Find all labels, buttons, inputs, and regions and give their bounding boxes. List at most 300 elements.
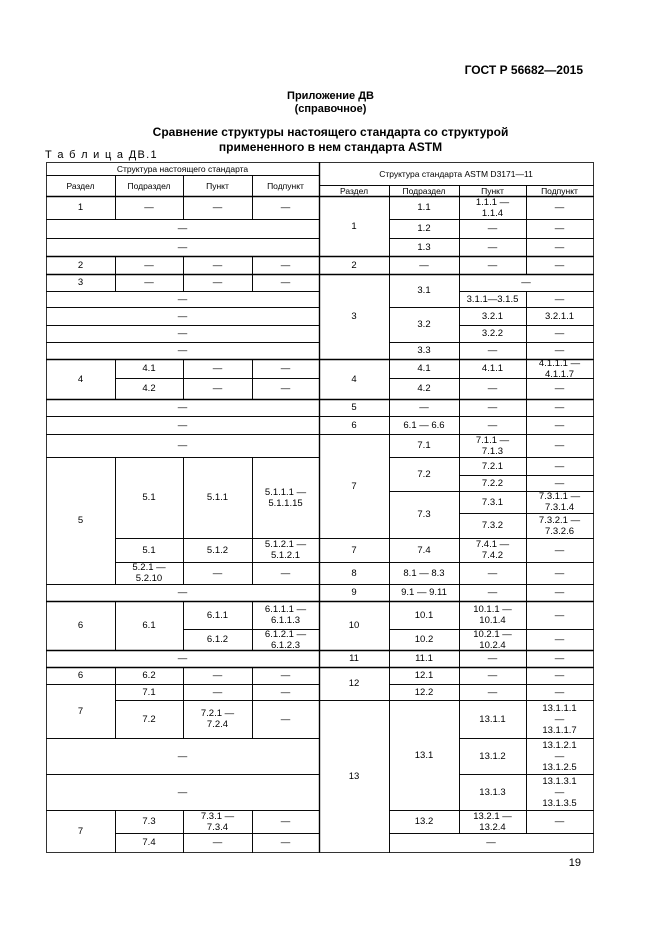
cell-border [527, 357, 594, 380]
cell-border [320, 163, 594, 186]
table-cell: — [280, 816, 291, 827]
cell-border [47, 257, 116, 275]
cell-border [527, 585, 594, 602]
group-header-left: Структура настоящего стандарта [116, 163, 249, 174]
page-title-line-2: примененного в нем стандарта ASTM [218, 140, 443, 154]
table-cell: — [144, 277, 154, 288]
table-cell: — [177, 310, 188, 322]
cell-border [460, 458, 527, 476]
table-cell: — [487, 567, 498, 579]
cell-border [184, 176, 253, 197]
table-cell: — [554, 293, 565, 305]
table-cell: — [486, 837, 496, 848]
table-cell: 13.1.2 [479, 750, 506, 762]
cell-border [460, 275, 594, 292]
table-cell: 6.1 [142, 620, 156, 631]
cell-border [527, 563, 594, 585]
table-cell: 3.1.1—3.1.5 [466, 293, 519, 305]
table-cell: 4.2 [417, 383, 431, 394]
table-cell: — [554, 402, 565, 413]
table-cell: 5.1 [142, 544, 156, 556]
cell-border [390, 239, 460, 257]
table-cell: 7.1.1 — 7.1.3 [475, 434, 510, 457]
cell-border [184, 275, 253, 292]
cell-border [47, 176, 116, 197]
column-header: Подраздел [127, 180, 171, 191]
table-cell: 4.1 [142, 363, 156, 374]
table-cell: — [212, 686, 223, 698]
cell-border [320, 539, 390, 563]
table-cell: — [212, 567, 223, 579]
cell-border [253, 668, 320, 685]
table-cell: — [280, 837, 291, 848]
cell-border [184, 379, 253, 400]
table-cell: 3.3 [417, 345, 431, 356]
table-cell: — [487, 670, 498, 681]
table-cell: 5.1.2.1 — 5.1.2.1 [264, 539, 307, 561]
cell-border [527, 739, 594, 775]
table-cell: — [554, 634, 565, 645]
document-id: ГОСТ Р 56682—2015 [464, 63, 583, 77]
cell-border [460, 602, 527, 630]
cell-border [460, 197, 527, 220]
table-cell: 2 [77, 259, 84, 271]
cell-border [116, 834, 184, 853]
table-cell: 4.1.1.1 — 4.1.1.7 [538, 357, 581, 380]
cell-border [253, 834, 320, 853]
cell-border [527, 539, 594, 563]
cell-border [390, 668, 460, 685]
table-cell: — [177, 653, 188, 664]
cell-border [460, 539, 527, 563]
column-header: Подраздел [402, 185, 446, 196]
table-cell: 7.1 [142, 686, 156, 698]
cell-border [527, 668, 594, 685]
column-header: Пункт [481, 185, 504, 196]
cell-border [47, 220, 320, 239]
table-cell: 7.3 [142, 816, 156, 827]
cell-border [527, 400, 594, 417]
cell-border [460, 514, 527, 539]
table-cell: 4 [351, 373, 357, 385]
cell-border [390, 585, 460, 602]
table-cell: — [554, 241, 565, 253]
table-cell: — [177, 223, 188, 234]
cell-border [527, 514, 594, 539]
cell-border [253, 701, 320, 739]
cell-border [460, 585, 527, 602]
table-cell: — [177, 402, 188, 413]
table-cell: 12.2 [414, 686, 434, 698]
table-cell: 13.1.1.1 — 13.1.1.7 [542, 702, 577, 736]
cell-border [460, 811, 527, 834]
table-cell: 7.3.1.1 — 7.3.1.4 [538, 491, 581, 513]
table-cell: 6 [351, 419, 357, 431]
cell-border [460, 343, 527, 360]
cell-border [253, 630, 320, 651]
table-cell: 7 [351, 480, 357, 492]
table-cell: — [521, 277, 531, 288]
cell-border [47, 275, 116, 292]
page-number: 19 [568, 857, 581, 869]
table-cell: 1.1 [417, 202, 431, 213]
table-cell: 6.1.2.1 — 6.1.2.3 [264, 628, 307, 651]
cell-border [253, 197, 320, 220]
cell-border [390, 630, 460, 651]
table-cell: 13.2 [414, 816, 434, 827]
table-cell: 13.2.1 — 13.2.4 [473, 810, 512, 833]
cell-border [47, 360, 116, 400]
table-cell: — [487, 241, 498, 253]
cell-border [47, 739, 320, 775]
cell-border [390, 308, 460, 343]
cell-border [116, 563, 184, 585]
table-cell: 13.1.3 [479, 786, 506, 798]
table-cell: 1.3 [417, 241, 431, 253]
table-cell: — [280, 713, 291, 725]
table-cell: 7.4 [142, 837, 156, 848]
table-cell: — [212, 363, 223, 374]
table-cell: — [280, 363, 291, 374]
cell-border [460, 417, 527, 435]
cell-border [116, 539, 184, 563]
table-cell: 7.4.1 — 7.4.2 [475, 539, 510, 561]
table-cell: — [280, 202, 291, 213]
table-cell: — [280, 383, 291, 394]
cell-border [116, 458, 184, 539]
table-cell: — [144, 259, 154, 271]
cell-border [460, 239, 527, 257]
appendix-title: Приложение ДВ [287, 90, 374, 102]
table-cell: 1 [77, 202, 84, 213]
cell-border [390, 492, 460, 539]
cell-border [527, 435, 594, 458]
cell-border [390, 701, 460, 811]
table-cell: 6.1.2 [206, 634, 229, 645]
cell-border [116, 197, 184, 220]
table-cell: — [554, 587, 565, 598]
cell-border [184, 701, 253, 739]
cell-border [527, 630, 594, 651]
cell-border [116, 602, 184, 651]
table-cell: 5 [77, 515, 84, 526]
table-cell: 2 [351, 259, 357, 271]
column-header: Пункт [206, 180, 229, 191]
cell-border [390, 417, 460, 435]
table-cell: 5.1.1.1 — 5.1.1.15 [264, 486, 307, 509]
cell-border [460, 257, 527, 275]
cell-border [47, 458, 116, 585]
cell-border [253, 811, 320, 834]
cell-border [47, 651, 320, 668]
table-cell: — [212, 259, 223, 271]
cell-border [184, 458, 253, 539]
cell-border [390, 811, 460, 834]
table-cell: — [554, 686, 565, 698]
cell-border [253, 275, 320, 292]
cell-border [527, 458, 594, 476]
table-cell: 6.1.1 [206, 609, 229, 621]
cell-border [47, 417, 320, 435]
cell-border [390, 435, 460, 458]
cell-border [47, 585, 320, 602]
table-cell: 7.4 [417, 544, 431, 556]
table-cell: 8.1 — 8.3 [403, 567, 445, 579]
cell-border [116, 360, 184, 379]
cell-border [47, 668, 116, 685]
cell-border [320, 563, 390, 585]
cell-border [253, 379, 320, 400]
table-cell: 13.1.3.1 — 13.1.3.5 [542, 775, 577, 809]
table-cell: — [554, 419, 565, 431]
table-cell: 4.1.1 [481, 363, 504, 374]
table-cell: 7.3.2 [481, 520, 504, 531]
cell-border [460, 668, 527, 685]
cell-border [527, 326, 594, 343]
cell-border [184, 360, 253, 379]
cell-border [390, 379, 460, 400]
cell-border [253, 539, 320, 563]
table-cell: 6 [77, 620, 84, 631]
table-cell: — [487, 383, 498, 394]
table-cell: 10.1 [414, 609, 434, 621]
cell-border [460, 492, 527, 514]
table-cell: 5.1.2 [206, 544, 229, 556]
table-cell: — [212, 383, 223, 394]
table-cell: — [487, 587, 498, 598]
table-cell: 7.2.2 [481, 477, 504, 489]
cell-border [116, 701, 184, 739]
cell-border [184, 685, 253, 701]
cell-border [253, 458, 320, 539]
table-cell: — [280, 670, 291, 681]
cell-border [527, 308, 594, 326]
table-cell: — [554, 345, 565, 356]
cell-border [527, 651, 594, 668]
cell-border [460, 775, 527, 811]
cell-border [116, 176, 184, 197]
cell-border [390, 186, 460, 197]
cell-border [527, 343, 594, 360]
table-cell: — [280, 277, 291, 288]
cell-border [47, 239, 320, 257]
column-header: Подпункт [267, 180, 304, 191]
cell-border [460, 308, 527, 326]
table-cell: — [177, 293, 188, 305]
cell-border [390, 685, 460, 701]
table-cell: — [487, 686, 498, 698]
cell-border [460, 220, 527, 239]
table-cell: 3.2.1 [481, 310, 504, 322]
cell-border [116, 379, 184, 400]
cell-border [527, 492, 594, 514]
cell-border [460, 292, 527, 308]
table-cell: — [177, 440, 188, 451]
table-cell: 7.2.1 — 7.2.4 [200, 708, 235, 730]
cell-border [390, 834, 594, 853]
table-cell: 5.1.1 [206, 492, 229, 503]
cell-border [527, 239, 594, 257]
table-cell: — [177, 419, 188, 431]
table-cell: 1 [351, 220, 357, 232]
cell-border [527, 257, 594, 275]
table-cell: — [487, 259, 498, 271]
cell-border [320, 257, 390, 275]
cell-border [47, 197, 116, 220]
table-cell: — [212, 837, 223, 848]
table-cell: 7.2 [417, 468, 431, 480]
cell-border [320, 602, 390, 651]
cell-border [116, 275, 184, 292]
cell-border [527, 417, 594, 435]
table-cell: 7.2.1 [481, 460, 504, 472]
table-cell: 7.3.2.1 — 7.3.2.6 [538, 514, 581, 537]
cell-border [390, 220, 460, 239]
table-cell: 7.1 [417, 440, 431, 451]
table-cell: — [177, 750, 188, 762]
table-cell: — [177, 328, 188, 339]
cell-border [47, 308, 320, 326]
table-cell: 13.1.1 [479, 713, 506, 725]
cell-border [47, 400, 320, 417]
table-cell: — [177, 241, 188, 253]
table-cell: 5.2.1 — 5.2.10 [132, 562, 166, 584]
cell-border [184, 630, 253, 651]
cell-border [320, 701, 390, 853]
cell-border [47, 602, 116, 651]
cell-border [527, 701, 594, 739]
table-cell: 7.3.1 [481, 496, 504, 508]
appendix-note: (справочное) [294, 103, 367, 115]
cell-border [527, 379, 594, 400]
cell-border [184, 197, 253, 220]
cell-border [184, 811, 253, 834]
cell-border [390, 458, 460, 492]
cell-border [390, 343, 460, 360]
table-cell: 5.1 [142, 492, 156, 503]
table-cell: 1.1.1 — 1.1.4 [475, 196, 510, 219]
table-cell: — [487, 402, 498, 413]
table-cell: — [212, 202, 223, 213]
cell-border [527, 292, 594, 308]
table-cell: 12.1 [414, 670, 434, 681]
cell-border [320, 417, 390, 435]
cell-border [460, 701, 527, 739]
table-caption: Т а б л и ц а ДВ.1 [45, 149, 158, 161]
cell-border [116, 685, 184, 701]
table-cell: 3.2 [417, 319, 431, 330]
column-header: Раздел [66, 180, 95, 191]
table-cell: — [554, 653, 565, 664]
cell-border [184, 563, 253, 585]
cell-border [116, 811, 184, 834]
table-cell: — [554, 670, 565, 681]
table-cell: — [212, 277, 223, 288]
table-cell: 11 [349, 653, 359, 664]
cell-border [320, 186, 390, 197]
cell-border [253, 602, 320, 630]
cell-border [47, 326, 320, 343]
cell-border [253, 563, 320, 585]
cell-border [253, 176, 320, 197]
cell-border [253, 257, 320, 275]
cell-border [184, 834, 253, 853]
table-cell: — [419, 259, 429, 271]
table-cell: 10.2 [414, 634, 434, 645]
table-cell: 3 [77, 277, 84, 288]
table-cell: 5 [351, 402, 357, 413]
table-cell: 3.2.2 [481, 328, 504, 339]
page-title-line-1: Сравнение структуры настоящего стандарта со структурой [152, 125, 509, 139]
cell-border [116, 668, 184, 685]
cell-border [460, 435, 527, 458]
cell-border [47, 775, 320, 811]
table-cell: — [280, 567, 291, 579]
cell-border [460, 360, 527, 379]
table-cell: 10.1.1 — 10.1.4 [473, 604, 512, 626]
table-cell: 3 [351, 311, 357, 322]
cell-border [527, 476, 594, 492]
table-cell: 6.1.1.1 — 6.1.1.3 [264, 604, 307, 626]
table-cell: — [554, 440, 565, 451]
table-cell: — [554, 609, 565, 621]
table-cell: 13.1 [414, 749, 434, 761]
table-cell: — [554, 567, 565, 579]
cell-border [47, 292, 320, 308]
column-header: Раздел [339, 185, 369, 196]
cell-border [460, 186, 527, 197]
cell-border [527, 186, 594, 197]
cell-border [527, 685, 594, 701]
table-cell: — [177, 345, 188, 356]
column-header: Подпункт [541, 185, 578, 196]
table-cell: — [554, 223, 565, 234]
cell-border [47, 811, 116, 853]
table-cell: — [487, 223, 498, 234]
table-cell: — [144, 202, 154, 213]
table-cell: 7 [77, 705, 84, 717]
table-cell: 6 [77, 670, 84, 681]
cell-border [116, 257, 184, 275]
cell-border [460, 630, 527, 651]
cell-border [253, 360, 320, 379]
table-cell: — [280, 259, 291, 271]
table-cell: — [212, 670, 223, 681]
table-cell: 9 [351, 587, 357, 598]
cell-border [320, 668, 390, 701]
table-cell: 1.2 [417, 223, 431, 234]
cell-border [47, 685, 116, 739]
table-cell: 3.2.1.1 [544, 310, 575, 322]
cell-border [390, 400, 460, 417]
table-cell: — [487, 653, 498, 664]
cell-border [527, 775, 594, 811]
cell-border [460, 326, 527, 343]
table-cell: 3.1 [417, 285, 431, 296]
cell-border [460, 379, 527, 400]
cell-border [47, 163, 320, 176]
table-cell: — [554, 259, 565, 271]
cell-border [460, 685, 527, 701]
table-cell: 10 [348, 620, 360, 631]
cell-border [527, 220, 594, 239]
table-cell: 12 [348, 678, 360, 689]
table-cell: — [487, 345, 498, 356]
cell-border [184, 539, 253, 563]
cell-border [390, 563, 460, 585]
cell-border [460, 400, 527, 417]
table-cell: 13.1.2.1 — 13.1.2.5 [542, 739, 577, 773]
